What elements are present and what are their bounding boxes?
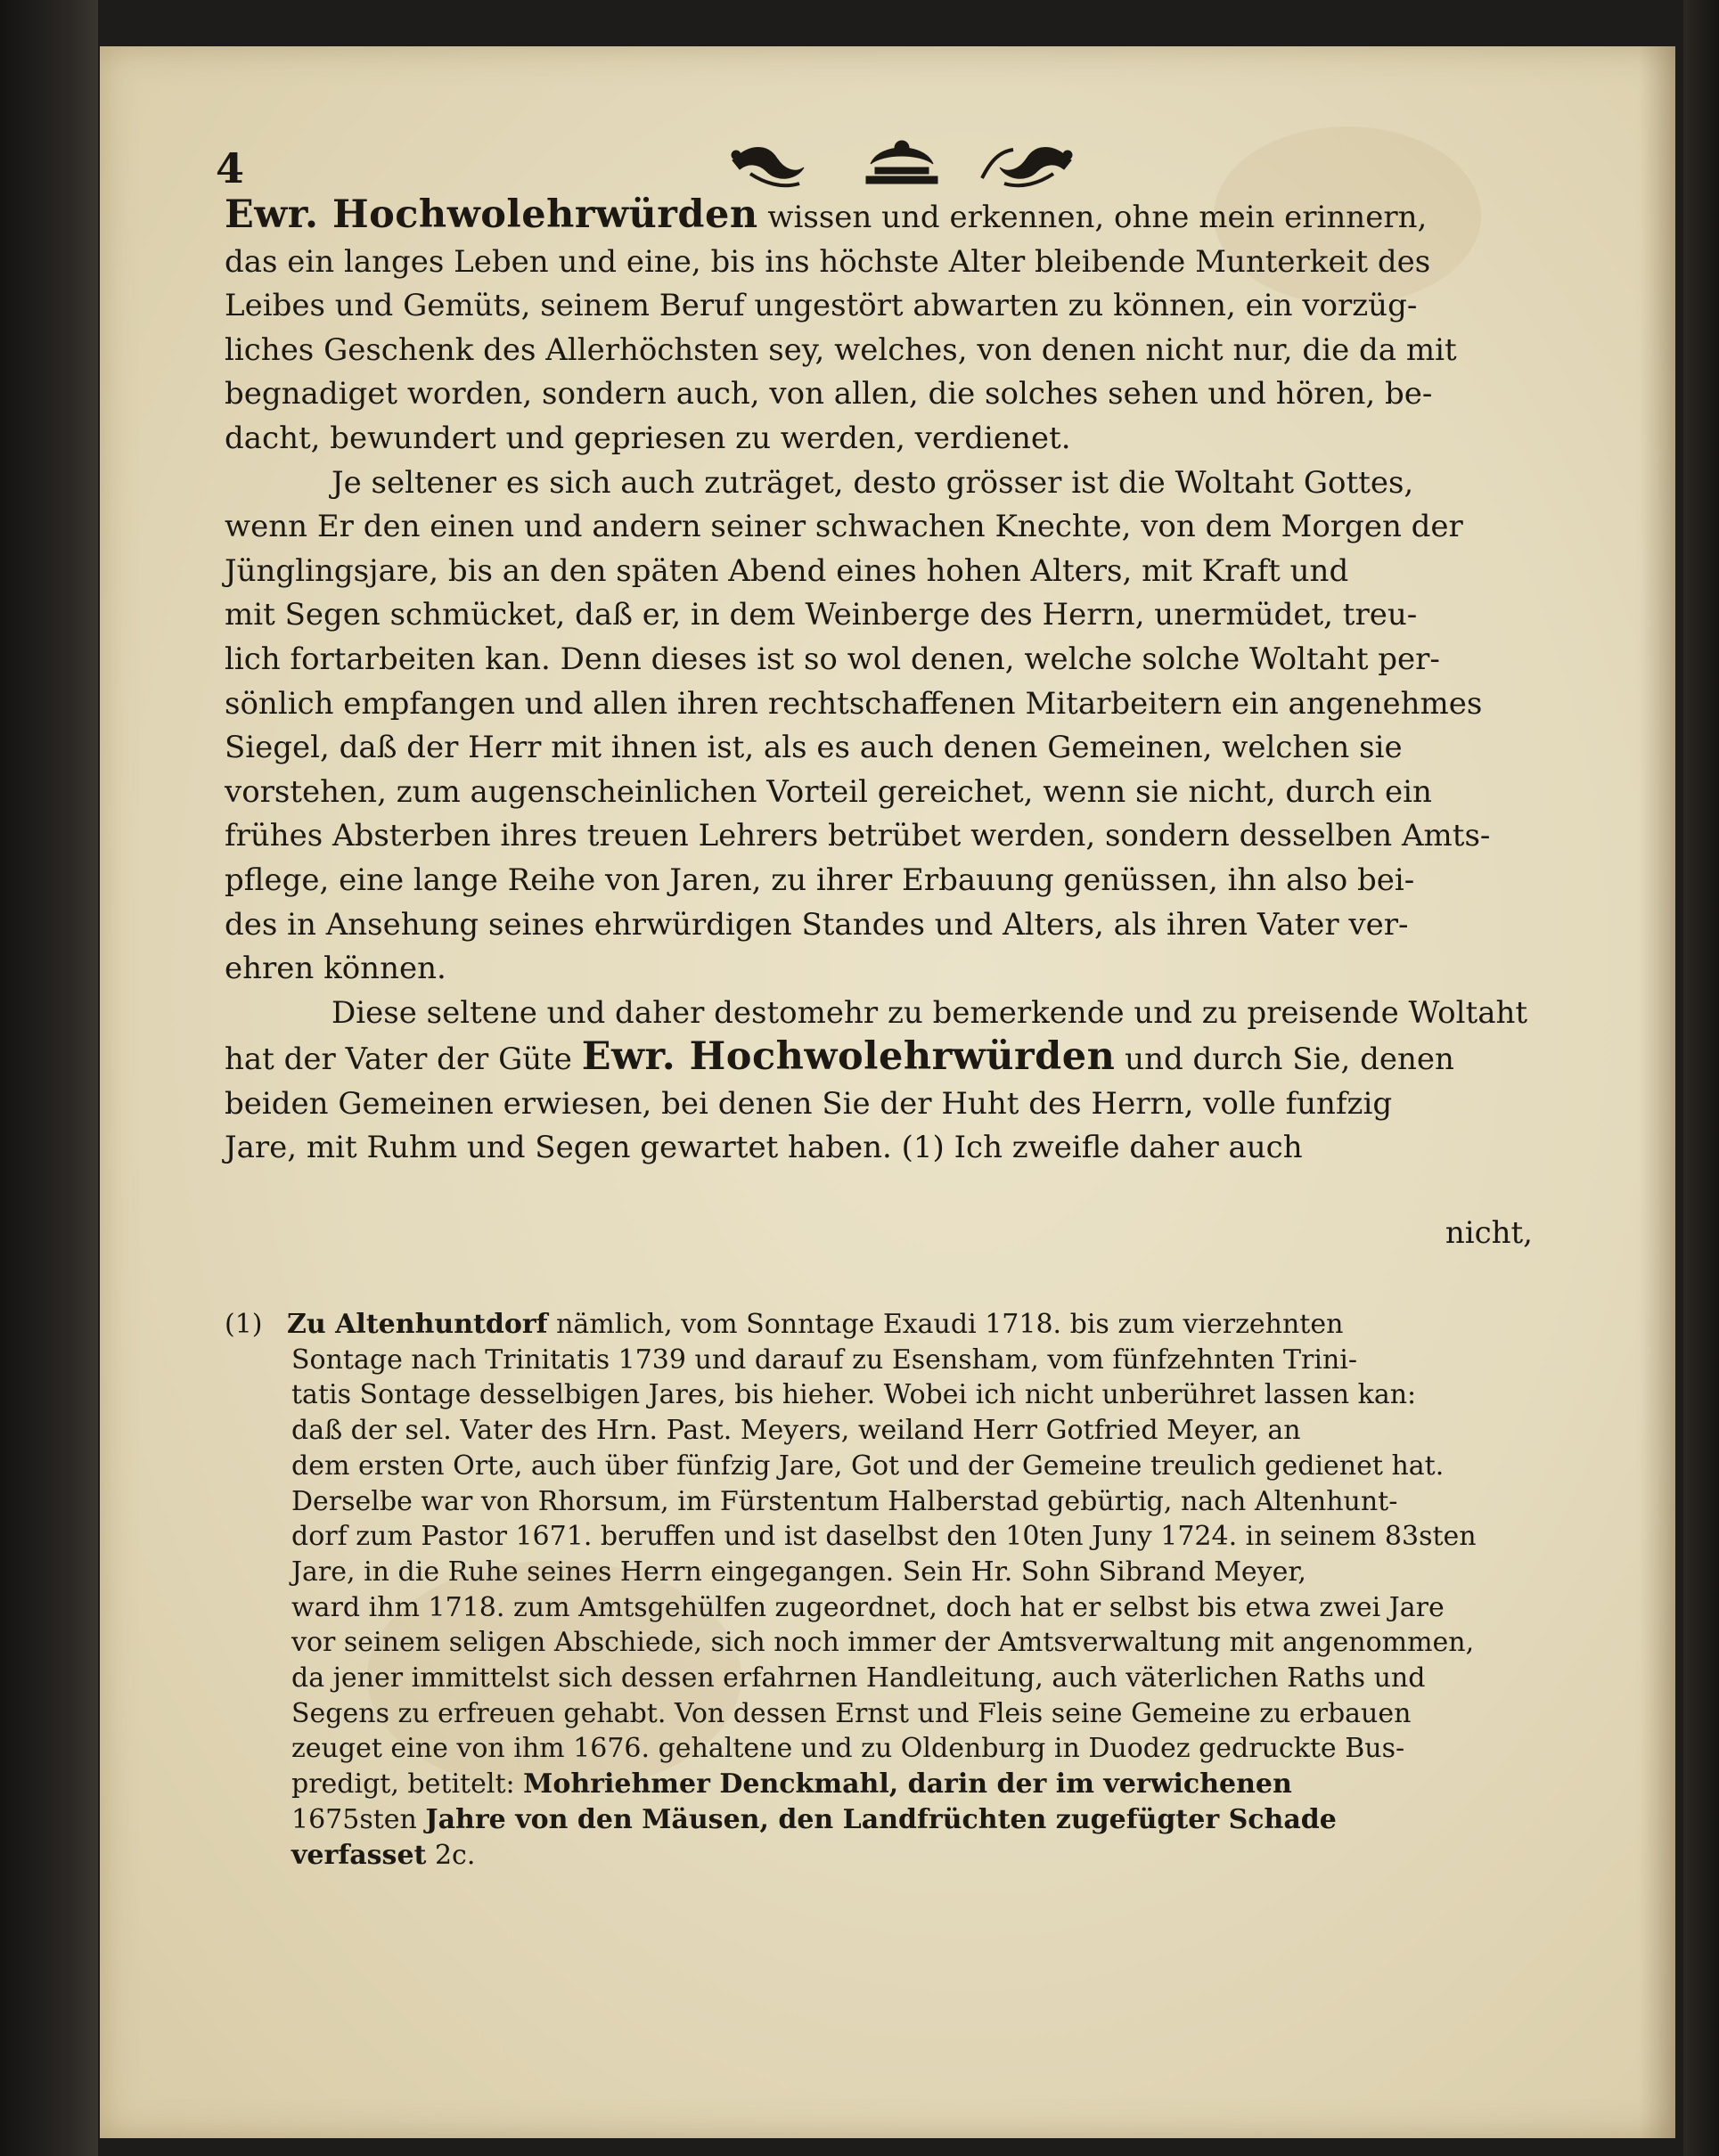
footnote-line: 1675sten Jahre von den Mäusen, den Landfrüchten zugefügter Schade (291, 1803, 1337, 1835)
text-line: Ewr. Hochwolehrwürden wissen und erkennen, ohne mein erinnern, (225, 192, 1428, 237)
text-line: wenn Er den einen und andern seiner schwachen Knechte, von dem Morgen der (225, 509, 1463, 545)
text-line: sönlich empfangen und allen ihren rechtschaffenen Mitarbeitern ein angenehmes (225, 685, 1483, 722)
footnote-line: dorf zum Pastor 1671. beruffen und ist daselbst den 10ten Juny 1724. in seinem 83sten (291, 1521, 1477, 1553)
text-line: pflege, eine lange Reihe von Jaren, zu ihrer Erbauung genüssen, ihn also bei- (225, 862, 1415, 898)
footnote-line: daß der sel. Vater des Hrn. Past. Meyers, weiland Herr Gotfried Meyer, an (291, 1415, 1301, 1447)
footnote-marker: (1) (225, 1309, 263, 1340)
paragraph-1 (225, 193, 1650, 461)
text-line: Leibes und Gemüts, seinem Beruf ungestört abwarten zu können, ein vorzüg- (225, 288, 1418, 324)
footnote-line: Segens zu erfreuen gehabt. Von dessen Ernst und Fleis seine Gemeine zu erbauen (291, 1697, 1412, 1729)
text-line: liches Geschenk des Allerhöchsten sey, welches, von denen nicht nur, die da mit (225, 331, 1457, 368)
text-line: ehren können. (225, 951, 446, 987)
printers-ornament-headpiece-icon (715, 134, 1089, 196)
paragraph-2 (225, 461, 1650, 992)
footnote-line: Sontage nach Trinitatis 1739 und darauf zu Esensham, vom fünfzehnten Trini- (291, 1343, 1358, 1376)
footnote-line: zeuget eine von ihm 1676. gehaltene und zu Oldenburg in Duodez gedruckte Bus- (291, 1733, 1405, 1765)
footnote-line: tatis Sontage desselbigen Jares, bis hieher. Wobei ich nicht unberühret lassen kan: (291, 1379, 1417, 1411)
text-line: Siegel, daß der Herr mit ihnen ist, als es auch denen Gemeinen, welchen sie (225, 730, 1403, 766)
text-line: des in Ansehung seines ehrwürdigen Standes und Alters, als ihren Vater ver- (225, 906, 1409, 943)
scan-background-right (1683, 0, 1719, 2156)
page-number: 4 (216, 144, 245, 192)
paragraph-3 (225, 992, 1650, 1171)
footnote-line: (1) Zu Altenhuntdorf nämlich, vom Sonntage Exaudi 1718. bis zum vierzehnten (225, 1307, 1615, 1343)
salutation: Ewr. Hochwolehrwürden (225, 192, 758, 237)
footnote-line: dem ersten Orte, auch über fünfzig Jare, Got und der Gemeine treulich gedienet hat. (291, 1450, 1445, 1482)
text-line: beiden Gemeinen erwiesen, bei denen Sie der Huht des Herrn, volle funfzig (225, 1085, 1393, 1122)
text-line: mit Segen schmücket, daß er, in dem Weinberge des Herrn, unermüdet, treu- (225, 597, 1418, 633)
footnote-line: vor seinem seligen Abschiede, sich noch immer der Amtsverwaltung mit angenommen, (291, 1627, 1475, 1659)
footnote-line: Derselbe war von Rhorsum, im Fürstentum Halberstad gebürtig, nach Altenhunt- (291, 1485, 1398, 1517)
text-line: Jünglingsjare, bis an den späten Abend eines hohen Alters, mit Kraft und (225, 552, 1349, 589)
scan-background-left (0, 0, 98, 2156)
text-line: hat der Vater der Güte Ewr. Hochwolehrwürden und durch Sie, denen (225, 1034, 1454, 1080)
text-line: frühes Absterben ihres treuen Lehrers betrübet werden, sondern desselben Amts- (225, 818, 1491, 854)
text-line: dacht, bewundert und gepriesen zu werden, verdienet. (225, 420, 1071, 456)
text-line: das ein langes Leben und eine, bis ins höchste Alter bleibende Munterkeit des (225, 243, 1431, 280)
footnote-line: Jare, in die Ruhe seines Herrn eingegangen. Sein Hr. Sohn Sibrand Meyer, (291, 1556, 1306, 1588)
salutation-inline: Ewr. Hochwolehrwürden (581, 1034, 1116, 1080)
text-line: lich fortarbeiten kan. Denn dieses ist so wol denen, welche solche Woltaht per- (225, 641, 1440, 677)
catchword: nicht, (1445, 1215, 1533, 1251)
footnote (225, 1307, 1615, 1873)
text-line: Je seltener es sich auch zuträget, desto grösser ist die Woltaht Gottes, (332, 464, 1414, 501)
footnote-line: predigt, betitelt: Mohriehmer Denckmahl, darin der im verwichenen (291, 1768, 1292, 1801)
text-line: begnadiget worden, sondern auch, von allen, die solches sehen und hören, be- (225, 376, 1433, 412)
footnote-line: da jener immittelst sich dessen erfahrnen Handleitung, auch väterlichen Raths und (291, 1662, 1426, 1695)
text-line: Jare, mit Ruhm und Segen gewartet haben. (1) Ich zweifle daher auch (225, 1130, 1303, 1166)
text-line: vorstehen, zum augenscheinlichen Vorteil gereichet, wenn sie nicht, durch ein (225, 773, 1432, 810)
footnote-line: ward ihm 1718. zum Amtsgehülfen zugeordnet, doch hat er selbst bis etwa zwei Jare (291, 1591, 1445, 1623)
footnote-line: verfasset 2c. (291, 1839, 476, 1871)
text-line: Diese seltene und daher destomehr zu bemerkende und zu preisende Woltaht (332, 994, 1528, 1031)
document-page (100, 46, 1675, 2138)
main-text (225, 193, 1650, 1171)
